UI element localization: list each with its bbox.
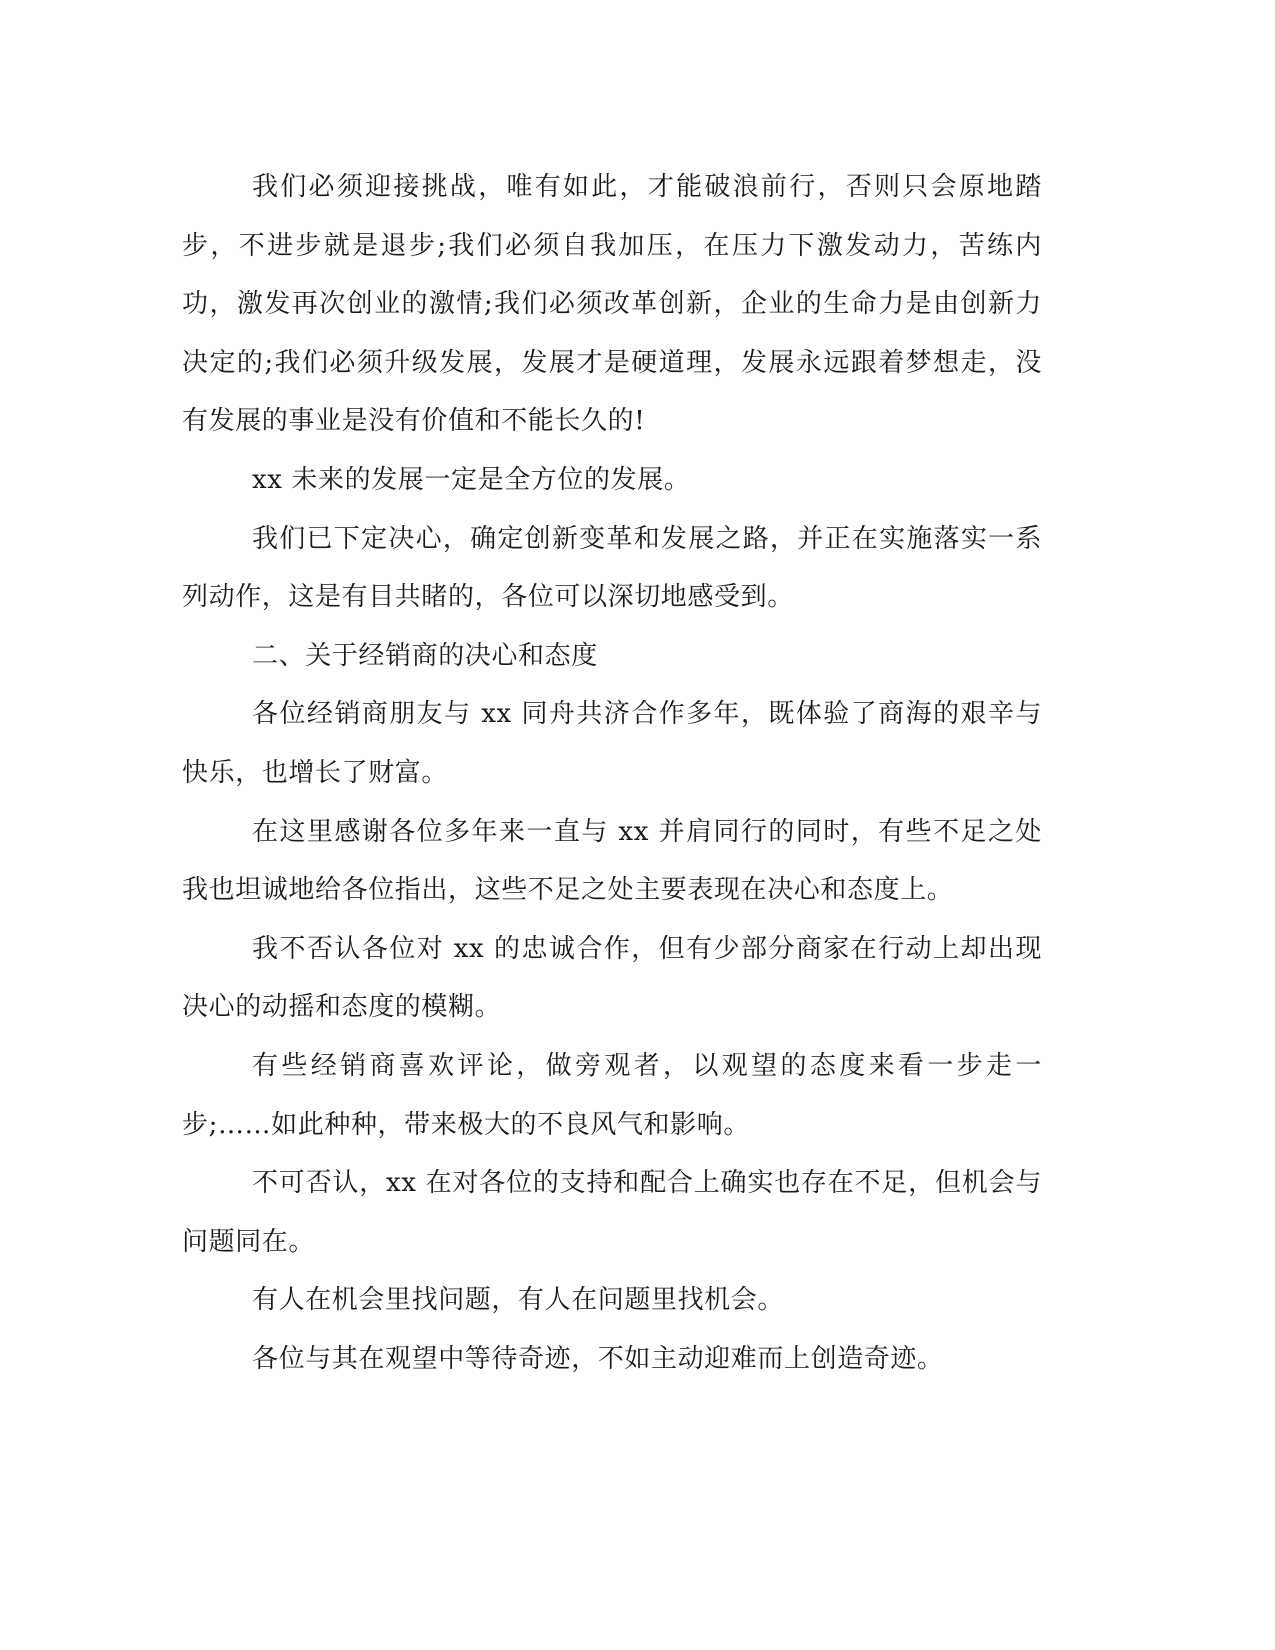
document-body <box>182 158 1042 1388</box>
section-heading: 二、关于经销商的决心和态度 <box>252 640 598 671</box>
paragraph-determination: 我们已下定决心，确定创新变革和发展之路，并正在实施落实一系列动作，这是有目共睹的，各位可以深切地感受到。 <box>182 523 1042 613</box>
paragraph-loyalty: 我不否认各位对 xx 的忠诚合作，但有少部分商家在行动上却出现决心的动摇和态度的模糊。 <box>182 933 1042 1023</box>
paragraph-miracle: 各位与其在观望中等待奇迹，不如主动迎难而上创造奇迹。 <box>252 1343 944 1374</box>
paragraph-dealer-friends: 各位经销商朋友与 xx 同舟共济合作多年，既体验了商海的艰辛与快乐，也增长了财富。 <box>182 699 1042 788</box>
paragraph-opportunity: 有人在机会里找问题，有人在问题里找机会。 <box>252 1285 785 1316</box>
paragraph-future-development: xx 未来的发展一定是全方位的发展。 <box>252 464 691 495</box>
paragraph-bystanders: 有些经销商喜欢评论，做旁观者，以观望的态度来看一步走一步;……如此种种，带来极大的不良风气和影响。 <box>182 1050 1042 1140</box>
paragraph-challenges: 我们必须迎接挑战，唯有如此，才能破浪前行，否则只会原地踏步，不进步就是退步;我们必须自我加压，在压力下激发动力，苦练内功，激发再次创业的激情;我们必须改革创新，企业的生命力是由创新力决定的;我们必须升级发展，发展才是硬道理，发展永远跟着梦想走，没有发展的事业是没有价值和不能长久的! <box>182 172 1042 437</box>
paragraph-shortcomings: 不可否认，xx 在对各位的支持和配合上确实也存在不足，但机会与问题同在。 <box>182 1168 1042 1257</box>
paragraph-thanks: 在这里感谢各位多年来一直与 xx 并肩同行的同时，有些不足之处我也坦诚地给各位指出，这些不足之处主要表现在决心和态度上。 <box>182 816 1042 906</box>
